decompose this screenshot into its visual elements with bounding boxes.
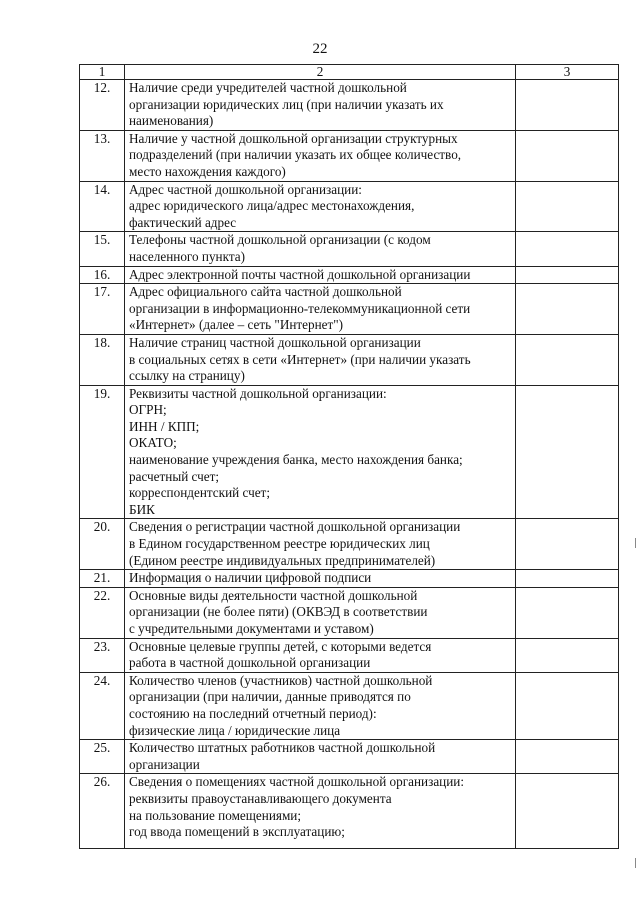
description-line: организации (не более пяти) (ОКВЭД в соответствии xyxy=(129,604,428,620)
description-line: ОГРН; xyxy=(129,402,167,418)
row-number: 25. xyxy=(80,740,125,774)
row-description xyxy=(125,284,516,335)
description-line: Адрес частной дошкольной организации: xyxy=(129,181,362,197)
row-description xyxy=(125,672,516,739)
description-line: Сведения о регистрации частной дошкольной организации xyxy=(129,519,461,535)
row-number: 20. xyxy=(80,519,125,570)
description-line: ОКАТО; xyxy=(129,435,177,451)
description-line: фактический адрес xyxy=(129,214,237,230)
scan-mark xyxy=(635,858,636,868)
table-row xyxy=(80,130,619,181)
row-value-cell xyxy=(516,570,619,588)
table-row xyxy=(80,284,619,335)
description-line: организации юридических лиц (при наличии указать их xyxy=(129,96,444,112)
description-line: подразделений (при наличии указать их общее количество, xyxy=(129,147,462,163)
description-line: реквизиты правоустанавливающего документа xyxy=(129,790,392,806)
table-row xyxy=(80,570,619,588)
description-line: Наличие у частной дошкольной организации структурных xyxy=(129,130,458,146)
description-line: «Интернет» (далее – сеть "Интернет") xyxy=(129,317,344,333)
table-row xyxy=(80,334,619,385)
scan-mark xyxy=(635,538,636,548)
description-line: место нахождения каждого) xyxy=(129,163,286,179)
description-line: Основные виды деятельности частной дошкольной xyxy=(129,587,418,603)
table-row xyxy=(80,80,619,131)
row-value-cell xyxy=(516,284,619,335)
row-description xyxy=(125,519,516,570)
row-description xyxy=(125,334,516,385)
description-line: Наличие страниц частной дошкольной организации xyxy=(129,334,421,350)
table-header-row xyxy=(80,65,619,80)
column-3-header: 3 xyxy=(516,65,619,80)
row-description xyxy=(125,587,516,638)
description-line: Количество штатных работников частной дошкольной xyxy=(129,740,436,756)
row-number: 15. xyxy=(80,232,125,266)
description-line: (Едином реестре индивидуальных предпринимателей) xyxy=(129,552,436,568)
row-number: 22. xyxy=(80,587,125,638)
table-row xyxy=(80,385,619,519)
table-row xyxy=(80,672,619,739)
row-number: 24. xyxy=(80,672,125,739)
description-line: населенного пункта) xyxy=(129,248,246,264)
description-line: в Едином государственном реестре юридических лиц xyxy=(129,536,430,552)
table-row xyxy=(80,266,619,284)
description-line: год ввода помещений в эксплуатацию; xyxy=(129,824,345,840)
row-description xyxy=(125,774,516,849)
description-line: наименование учреждения банка, место нахождения банка; xyxy=(129,452,463,468)
row-description xyxy=(125,266,516,284)
row-number: 14. xyxy=(80,181,125,232)
description-line: Адрес официального сайта частной дошкольной xyxy=(129,284,402,300)
table-body xyxy=(80,65,619,849)
row-number: 17. xyxy=(80,284,125,335)
row-number: 26. xyxy=(80,774,125,849)
description-line: состоянию на последний отчетный период): xyxy=(129,705,377,721)
description-line: организации (при наличии, данные приводятся по xyxy=(129,689,411,705)
description-line: Наличие среди учредителей частной дошкольной xyxy=(129,80,407,95)
row-number: 16. xyxy=(80,266,125,284)
row-number: 13. xyxy=(80,130,125,181)
table-row xyxy=(80,181,619,232)
description-line: корреспондентский счет; xyxy=(129,485,270,501)
row-description xyxy=(125,740,516,774)
row-value-cell xyxy=(516,385,619,519)
description-line: с учредительными документами и уставом) xyxy=(129,621,374,636)
row-description xyxy=(125,130,516,181)
description-line: расчетный счет; xyxy=(129,468,220,484)
row-number: 23. xyxy=(80,638,125,672)
description-line: на пользование помещениями; xyxy=(129,807,302,823)
description-line: наименования) xyxy=(129,113,214,129)
row-value-cell xyxy=(516,774,619,849)
row-description xyxy=(125,232,516,266)
info-table xyxy=(79,64,619,849)
row-description xyxy=(125,385,516,519)
column-1-header: 1 xyxy=(80,65,125,80)
description-line: Количество членов (участников) частной дошкольной xyxy=(129,672,433,688)
row-value-cell xyxy=(516,181,619,232)
row-description xyxy=(125,181,516,232)
description-line: Информация о наличии цифровой подписи xyxy=(129,570,372,586)
description-line: Основные целевые группы детей, с которыми ведется xyxy=(129,638,432,654)
row-value-cell xyxy=(516,740,619,774)
description-line: Адрес электронной почты частной дошкольной организации xyxy=(129,266,471,282)
table-row xyxy=(80,638,619,672)
description-line: БИК xyxy=(129,501,155,517)
description-line: Сведения о помещениях частной дошкольной организации: xyxy=(129,774,465,790)
row-value-cell xyxy=(516,80,619,131)
description-line: физические лица / юридические лица xyxy=(129,722,341,738)
table-row xyxy=(80,740,619,774)
description-line: Реквизиты частной дошкольной организации: xyxy=(129,385,387,401)
row-value-cell xyxy=(516,334,619,385)
row-value-cell xyxy=(516,587,619,638)
row-value-cell xyxy=(516,638,619,672)
table-row xyxy=(80,232,619,266)
row-description xyxy=(125,80,516,131)
table-row xyxy=(80,774,619,849)
row-number: 21. xyxy=(80,570,125,588)
column-2-header: 2 xyxy=(125,65,516,80)
row-description xyxy=(125,638,516,672)
row-number: 12. xyxy=(80,80,125,131)
row-value-cell xyxy=(516,672,619,739)
table-row xyxy=(80,587,619,638)
description-line: ИНН / КПП; xyxy=(129,418,200,434)
description-line: Телефоны частной дошкольной организации (с кодом xyxy=(129,232,431,248)
row-value-cell xyxy=(516,232,619,266)
page-number: 22 xyxy=(312,41,328,57)
row-value-cell xyxy=(516,519,619,570)
description-line: адрес юридического лица/адрес местонахождения, xyxy=(129,198,415,214)
row-number: 19. xyxy=(80,385,125,519)
table-row xyxy=(80,519,619,570)
row-description xyxy=(125,570,516,588)
description-line: в социальных сетях в сети «Интернет» (при наличии указать xyxy=(129,351,471,367)
description-line: организации xyxy=(129,756,200,772)
row-value-cell xyxy=(516,266,619,284)
description-line: работа в частной дошкольной организации xyxy=(129,655,371,671)
description-line: организации в информационно-телекоммуникационной сети xyxy=(129,300,471,316)
description-line: ссылку на страницу) xyxy=(129,368,245,384)
row-number: 18. xyxy=(80,334,125,385)
row-value-cell xyxy=(516,130,619,181)
